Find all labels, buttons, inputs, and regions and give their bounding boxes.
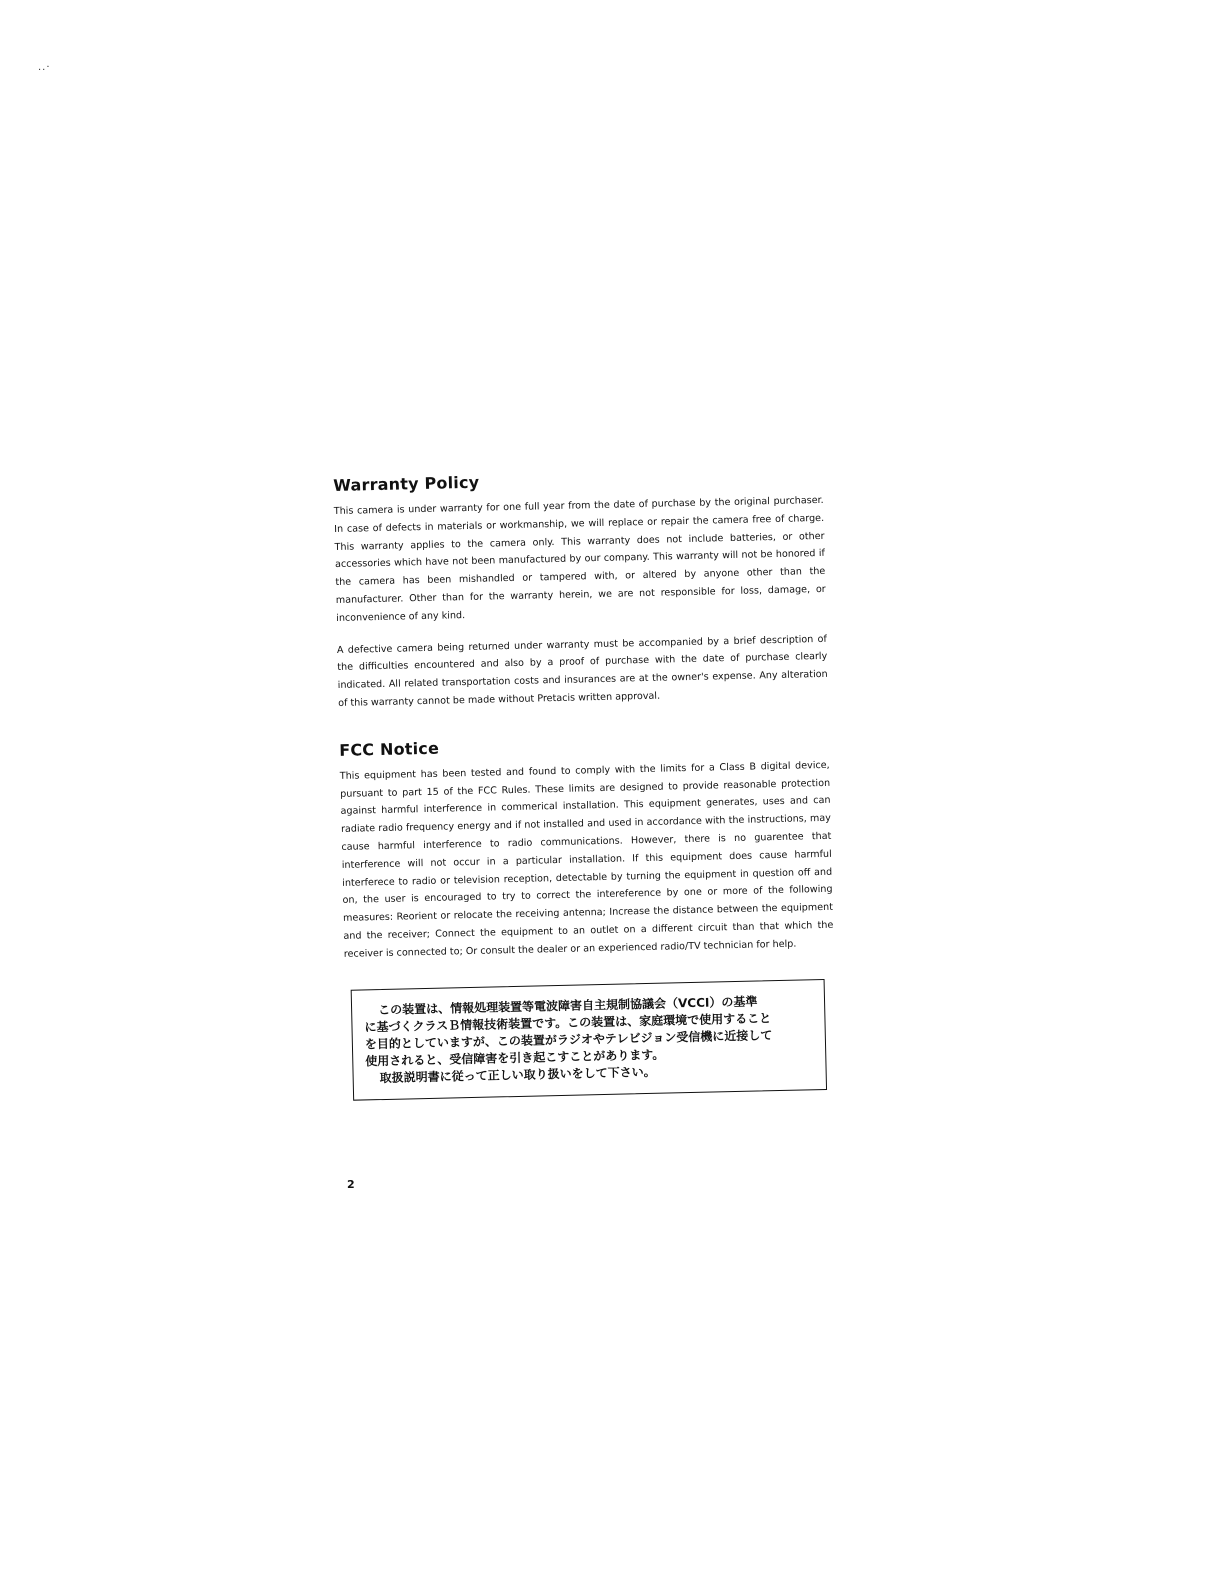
fcc-paragraph: This equipment has been tested and found to comply with the limits for a Class B digital device, pursuant to part 15 of the FCC Rules. These limits are designed to provide reasonable protection against harmful interference in commerical installation. This equipment generates, uses and can radiate radio frequency energy and if not installed and used in accordance with the instructions, may cause harmful interference to radio communications. However, there is no guarentee that interference will not occur in a particular installation. If this equipment does cause harmful interferece to radio or television reception, detectable by turning the equipment in question off and on, the user is encouraged to try to correct the intereference by one or more of the following measures: Reorient or relocate the receiving antenna; Increase the distance between the equipment and the receiver; Connect the equipment to an outlet on a different circuit than that which the receiver is connected to; Or consult the dealer or an experienced radio/TV technician for help.	[339, 759, 834, 960]
fcc-section	[339, 730, 834, 964]
warranty-heading: Warranty Policy	[333, 472, 480, 495]
document-body	[333, 465, 837, 1100]
fcc-heading: FCC Notice	[339, 738, 440, 760]
vcci-line-1: この装置は、情報処理装置等電波障害自主規制協議会（VCCI）の基準	[377, 994, 758, 1017]
vcci-line-4: 使用されると、受信障害を引き起こすことがあります。	[365, 1047, 665, 1068]
warranty-paragraph-2: A defective camera being returned under warranty must be accompanied by a brief description of the difficulties encountered and also by a proof of purchase with the date of purchase clearly indicated. All related transportation costs and insurances are at the owner's expense. Any alteration of this warranty cannot be made without Pretacis written approval.	[336, 633, 828, 709]
warranty-paragraph-1: This camera is under warranty for one full year from the date of purchase by the original purchaser. In case of defects in materials or workmanship, we will replace or repair the camera free of charge. This warranty applies to the camera only. This warranty does not include batteries, or other accessories which have not been manufactured by our company. This warranty will not be honored if the camera has been mishandled or tampered with, or altered by anyone other than the manufacturer. Other than for the warranty herein, we are not responsible for loss, damage, or inconvenience of any kind.	[333, 494, 826, 624]
warranty-section	[333, 465, 828, 713]
page-number: 2	[347, 1178, 355, 1191]
vcci-line-5: 取扱説明書に従って正しい取り扱いをして下さい。	[379, 1064, 656, 1085]
vcci-line-2: に基づくクラスＢ情報技術装置です。この装置は、家庭環境で使用すること	[364, 1010, 772, 1034]
scan-speck: ..·	[38, 62, 51, 73]
vcci-line-3: を目的としていますが、この装置がラジオやテレビジョン受信機に近接して	[364, 1027, 773, 1051]
vcci-notice-box	[351, 979, 827, 1101]
